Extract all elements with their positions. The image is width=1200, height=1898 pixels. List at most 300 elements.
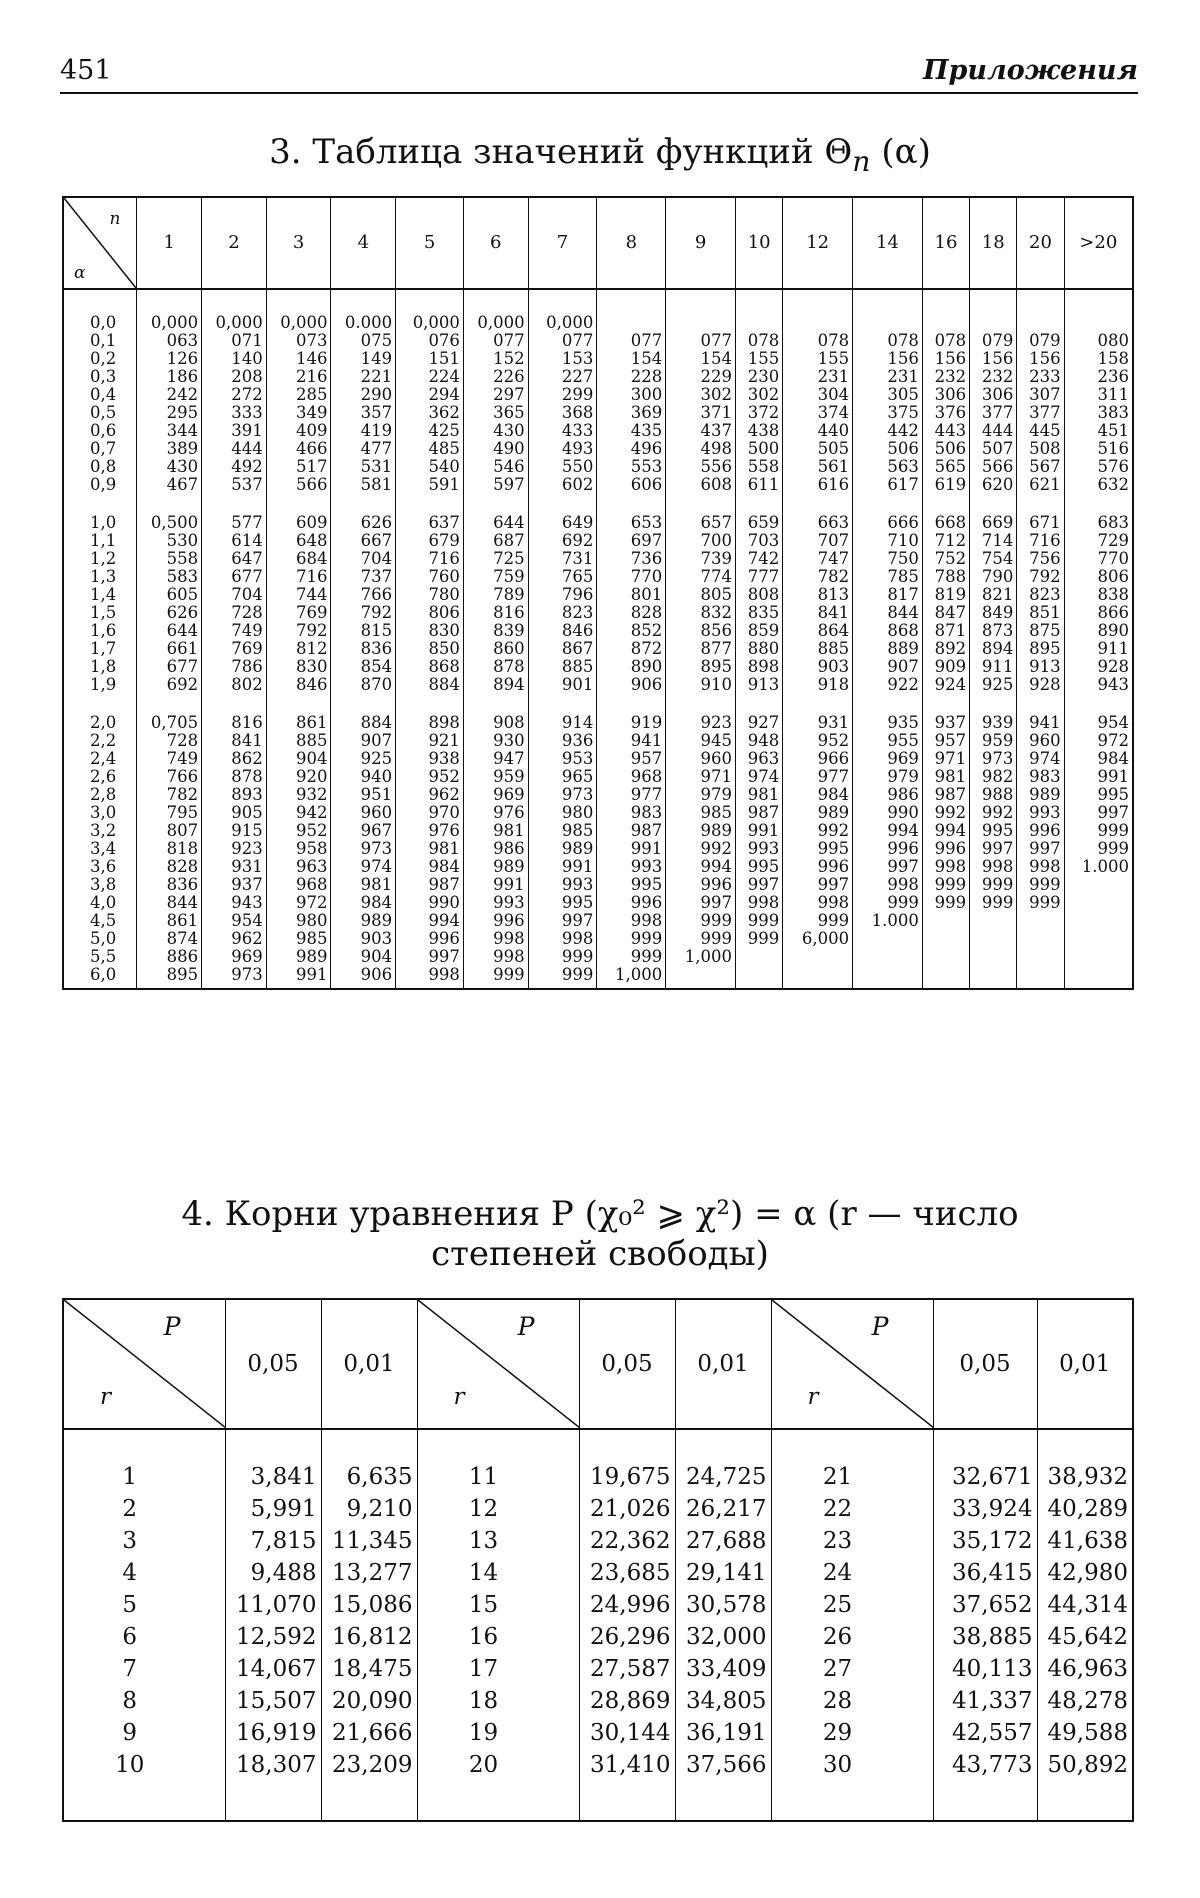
table-cell: 26,217 <box>675 1493 771 1525</box>
column-header: 7 <box>528 197 597 289</box>
table-cell: 997 <box>396 948 464 966</box>
table-row <box>63 840 1133 858</box>
table-cell: 344 <box>137 422 202 440</box>
table-cell: 919 <box>597 694 666 732</box>
table-cell: 908 <box>463 694 528 732</box>
row-label: 1 <box>122 1464 138 1490</box>
table-cell: 832 <box>666 604 736 622</box>
table-cell: 996 <box>396 930 464 948</box>
row-label: 11 <box>417 1429 579 1493</box>
row-label: 18 <box>417 1685 579 1717</box>
table-cell: 938 <box>396 750 464 768</box>
table-cell: 27,688 <box>675 1525 771 1557</box>
table-cell: 991 <box>597 840 666 858</box>
table-cell: 999 <box>970 894 1017 912</box>
table-cell: 943 <box>1064 676 1133 694</box>
table-cell <box>853 948 923 966</box>
table-cell: 999 <box>922 876 969 894</box>
table-cell: 149 <box>331 350 396 368</box>
table-cell <box>922 966 969 989</box>
table-cell: 311 <box>1064 386 1133 404</box>
row-label: 4,5 <box>90 912 117 930</box>
table-cell: 430 <box>137 458 202 476</box>
table-cell: 996 <box>666 876 736 894</box>
table-row <box>63 458 1133 476</box>
table-cell: 844 <box>853 604 923 622</box>
column-header: 2 <box>202 197 267 289</box>
table-cell: 931 <box>202 858 267 876</box>
table-cell: 816 <box>202 694 267 732</box>
row-label: 8 <box>122 1688 138 1714</box>
table-cell: 0,000 <box>463 289 528 332</box>
table-cell: 077 <box>597 332 666 350</box>
table-cell: 644 <box>463 494 528 532</box>
table-cell: 33,409 <box>675 1653 771 1685</box>
table-cell: 959 <box>463 768 528 786</box>
table-cell: 221 <box>331 368 396 386</box>
table-cell: 466 <box>266 440 331 458</box>
table-cell: 989 <box>783 804 853 822</box>
row-label: 1,7 <box>90 640 117 658</box>
table-cell: 561 <box>783 458 853 476</box>
table-cell: 577 <box>202 494 267 532</box>
table-row <box>63 532 1133 550</box>
table-cell: 999 <box>736 930 783 948</box>
table-cell: 229 <box>666 368 736 386</box>
table-row <box>63 822 1133 840</box>
table-cell <box>970 289 1017 332</box>
table-cell: 19,675 <box>579 1429 675 1493</box>
table-cell: 851 <box>1017 604 1064 622</box>
table-cell: 924 <box>922 676 969 694</box>
table-cell: 878 <box>202 768 267 786</box>
table-cell: 649 <box>528 494 597 532</box>
table-cell: 20,090 <box>321 1685 417 1717</box>
table-cell: 923 <box>202 840 267 858</box>
table-cell: 729 <box>1064 532 1133 550</box>
row-label: 9 <box>122 1720 138 1746</box>
table-cell: 224 <box>396 368 464 386</box>
table-cell: 947 <box>463 750 528 768</box>
table-cell: 914 <box>528 694 597 732</box>
table-row <box>63 912 1133 930</box>
table-cell: 993 <box>597 858 666 876</box>
table-cell: 078 <box>922 332 969 350</box>
table-cell: 981 <box>736 786 783 804</box>
table-cell: 969 <box>202 948 267 966</box>
table-cell: 997 <box>1017 840 1064 858</box>
table-cell: 38,885 <box>933 1621 1037 1653</box>
table-cell: 815 <box>331 622 396 640</box>
table-cell: 990 <box>853 804 923 822</box>
table-cell <box>970 912 1017 930</box>
table-cell: 156 <box>970 350 1017 368</box>
table-cell: 903 <box>783 658 853 676</box>
table-cell: 728 <box>202 604 267 622</box>
table-cell: 712 <box>922 532 969 550</box>
table-cell: 998 <box>463 948 528 966</box>
table-row <box>63 494 1133 532</box>
table-cell: 989 <box>528 840 597 858</box>
table-cell: 839 <box>463 622 528 640</box>
table-cell: 760 <box>396 568 464 586</box>
table-cell: 979 <box>666 786 736 804</box>
table-cell: 821 <box>970 586 1017 604</box>
corner-header <box>63 1299 225 1429</box>
corner-header <box>63 197 137 289</box>
table-cell: 999 <box>736 912 783 930</box>
table-cell: 861 <box>137 912 202 930</box>
table-cell: 788 <box>922 568 969 586</box>
table-cell: 304 <box>783 386 853 404</box>
table-cell: 728 <box>137 732 202 750</box>
table-cell: 971 <box>922 750 969 768</box>
table-cell: 493 <box>528 440 597 458</box>
table-cell: 377 <box>970 404 1017 422</box>
table-cell: 841 <box>783 604 853 622</box>
table-cell: 126 <box>137 350 202 368</box>
row-var-label: r <box>453 1384 465 1410</box>
table-cell: 37,566 <box>675 1749 771 1821</box>
table-cell: 905 <box>202 804 267 822</box>
table-cell <box>1017 289 1064 332</box>
row-label: 1,1 <box>90 532 117 550</box>
table-row <box>63 1525 1133 1557</box>
table-cell: 32,671 <box>933 1429 1037 1493</box>
table-cell: 637 <box>396 494 464 532</box>
table-cell: 982 <box>970 768 1017 786</box>
table-cell: 591 <box>396 476 464 494</box>
table-cell: 49,588 <box>1037 1717 1133 1749</box>
table-cell: 063 <box>137 332 202 350</box>
table-cell: 991 <box>528 858 597 876</box>
col-var-label: P <box>871 1312 889 1341</box>
table-row <box>63 1429 1133 1493</box>
table-cell: 605 <box>137 586 202 604</box>
table-cell: 962 <box>202 930 267 948</box>
table-cell: 765 <box>528 568 597 586</box>
table-cell: 996 <box>922 840 969 858</box>
table-cell: 951 <box>331 786 396 804</box>
table-cell: 075 <box>331 332 396 350</box>
table-cell: 677 <box>202 568 267 586</box>
table-cell: 302 <box>736 386 783 404</box>
table-cell: 16,812 <box>321 1621 417 1653</box>
table-cell: 496 <box>597 440 666 458</box>
table-cell: 866 <box>1064 604 1133 622</box>
table-cell: 999 <box>1017 876 1064 894</box>
table-cell: 806 <box>396 604 464 622</box>
table-cell: 567 <box>1017 458 1064 476</box>
column-header: 5 <box>396 197 464 289</box>
table-cell: 846 <box>528 622 597 640</box>
table-cell: 5,991 <box>225 1493 321 1525</box>
table-cell: 886 <box>137 948 202 966</box>
table-cell: 703 <box>736 532 783 550</box>
table-cell: 890 <box>597 658 666 676</box>
table-cell: 140 <box>202 350 267 368</box>
table-cell: 969 <box>463 786 528 804</box>
table-cell: 6,635 <box>321 1429 417 1493</box>
table-cell: 998 <box>1017 858 1064 876</box>
table-cell: 841 <box>202 732 267 750</box>
table-cell <box>736 948 783 966</box>
table-cell: 208 <box>202 368 267 386</box>
table-cell <box>1064 966 1133 989</box>
table-cell: 898 <box>396 694 464 732</box>
table-cell <box>1064 930 1133 948</box>
table-cell: 995 <box>1064 786 1133 804</box>
row-label: 5,5 <box>90 948 117 966</box>
table-cell: 867 <box>528 640 597 658</box>
table-cell: 485 <box>396 440 464 458</box>
table-cell: 969 <box>853 750 923 768</box>
table-cell: 999 <box>597 948 666 966</box>
row-label: 3,4 <box>90 840 117 858</box>
table-cell: 996 <box>853 840 923 858</box>
table-row <box>63 422 1133 440</box>
table-cell: 668 <box>922 494 969 532</box>
table-cell: 16,919 <box>225 1717 321 1749</box>
table-cell: 1.000 <box>853 912 923 930</box>
row-label: 30 <box>771 1749 933 1821</box>
table-cell: 242 <box>137 386 202 404</box>
table-cell: 26,296 <box>579 1621 675 1653</box>
table-cell: 444 <box>970 422 1017 440</box>
table-cell: 880 <box>736 640 783 658</box>
table-cell: 904 <box>331 948 396 966</box>
table-cell: 875 <box>1017 622 1064 640</box>
column-header: 0,05 <box>933 1299 1037 1429</box>
table-cell: 895 <box>1017 640 1064 658</box>
table-cell: 704 <box>331 550 396 568</box>
table-cell: 941 <box>1017 694 1064 732</box>
column-header: 9 <box>666 197 736 289</box>
table-cell: 968 <box>597 768 666 786</box>
table-cell: 835 <box>736 604 783 622</box>
table-cell: 930 <box>463 732 528 750</box>
table-row <box>63 1717 1133 1749</box>
table-cell: 989 <box>1017 786 1064 804</box>
row-label: 0,6 <box>90 422 117 440</box>
row-label: 13 <box>417 1525 579 1557</box>
table-cell: 684 <box>266 550 331 568</box>
corner-header <box>417 1299 579 1429</box>
table4-title <box>0 1194 1200 1274</box>
table-cell: 796 <box>528 586 597 604</box>
table-cell: 626 <box>137 604 202 622</box>
table-row <box>63 640 1133 658</box>
table-cell: 977 <box>783 768 853 786</box>
table-cell: 994 <box>666 858 736 876</box>
table-cell: 15,507 <box>225 1685 321 1717</box>
table-cell: 11,070 <box>225 1589 321 1621</box>
table-cell: 999 <box>1064 840 1133 858</box>
table-cell: 792 <box>1017 568 1064 586</box>
table-cell: 925 <box>970 676 1017 694</box>
table-cell: 872 <box>597 640 666 658</box>
table-row <box>63 568 1133 586</box>
column-header: 4 <box>331 197 396 289</box>
table-cell: 995 <box>970 822 1017 840</box>
table-row <box>63 350 1133 368</box>
table-cell: 995 <box>528 894 597 912</box>
table-cell: 981 <box>396 840 464 858</box>
table-cell: 974 <box>1017 750 1064 768</box>
table-cell: 3,841 <box>225 1429 321 1493</box>
table-cell: 974 <box>736 768 783 786</box>
table-cell: 35,172 <box>933 1525 1037 1557</box>
section-title: Приложения <box>922 55 1138 86</box>
table-cell: 999 <box>970 876 1017 894</box>
table-cell: 992 <box>666 840 736 858</box>
table-row <box>63 368 1133 386</box>
table-cell: 653 <box>597 494 666 532</box>
table-row <box>63 804 1133 822</box>
table-cell: 953 <box>528 750 597 768</box>
column-header: 8 <box>597 197 666 289</box>
row-label: 3,6 <box>90 858 117 876</box>
row-label: 24 <box>771 1557 933 1589</box>
table-cell: 844 <box>137 894 202 912</box>
table-cell: 968 <box>266 876 331 894</box>
table-cell: 984 <box>1064 750 1133 768</box>
table-cell <box>853 966 923 989</box>
table-cell: 884 <box>331 694 396 732</box>
table-cell: 21,666 <box>321 1717 417 1749</box>
table-cell: 998 <box>528 930 597 948</box>
table-cell: 154 <box>597 350 666 368</box>
table-cell: 445 <box>1017 422 1064 440</box>
table4-title-line1: 4. Корни уравнения P (χ₀² ⩾ χ²) = α (r — число <box>181 1194 1019 1234</box>
table-cell: 42,557 <box>933 1717 1037 1749</box>
table-cell: 861 <box>266 694 331 732</box>
table-cell: 716 <box>266 568 331 586</box>
table-cell: 992 <box>922 804 969 822</box>
table-cell: 36,191 <box>675 1717 771 1749</box>
table-cell <box>1064 894 1133 912</box>
table-cell: 852 <box>597 622 666 640</box>
table-cell: 531 <box>331 458 396 476</box>
table-row <box>63 386 1133 404</box>
table-cell: 508 <box>1017 440 1064 458</box>
row-label: 1,3 <box>90 568 117 586</box>
table-cell: 997 <box>736 876 783 894</box>
table-cell: 155 <box>783 350 853 368</box>
table-cell: 707 <box>783 532 853 550</box>
table-cell: 368 <box>528 404 597 422</box>
table-cell: 537 <box>202 476 267 494</box>
table-cell: 756 <box>1017 550 1064 568</box>
table-cell: 895 <box>137 966 202 989</box>
table-cell: 999 <box>597 930 666 948</box>
table-cell: 936 <box>528 732 597 750</box>
table-cell: 999 <box>528 966 597 989</box>
table-cell: 226 <box>463 368 528 386</box>
table-cell: 626 <box>331 494 396 532</box>
page-number: 451 <box>60 55 112 86</box>
table-cell <box>853 289 923 332</box>
table-cell: 973 <box>970 750 1017 768</box>
row-label: 2,0 <box>90 713 117 732</box>
table-cell: 506 <box>922 440 969 458</box>
table-cell: 990 <box>396 894 464 912</box>
table-cell: 365 <box>463 404 528 422</box>
table-cell: 983 <box>1017 768 1064 786</box>
table-cell: 540 <box>396 458 464 476</box>
table-cell: 999 <box>463 966 528 989</box>
table-cell: 725 <box>463 550 528 568</box>
table-row <box>63 1589 1133 1621</box>
table-row <box>63 404 1133 422</box>
table-cell: 955 <box>853 732 923 750</box>
table-cell: 774 <box>666 568 736 586</box>
table-cell: 444 <box>202 440 267 458</box>
table-row <box>63 732 1133 750</box>
table-cell: 742 <box>736 550 783 568</box>
table-cell <box>1064 912 1133 930</box>
column-header: 0,05 <box>225 1299 321 1429</box>
table-cell: 789 <box>463 586 528 604</box>
row-label: 0,1 <box>90 332 117 350</box>
table-cell: 957 <box>922 732 969 750</box>
table-cell: 818 <box>137 840 202 858</box>
row-label: 0,5 <box>90 404 117 422</box>
row-label: 2,2 <box>90 732 117 750</box>
table-cell: 744 <box>266 586 331 604</box>
table-cell: 151 <box>396 350 464 368</box>
table-cell: 558 <box>736 458 783 476</box>
table-cell: 0,000 <box>528 289 597 332</box>
table-cell: 927 <box>736 694 783 732</box>
table-cell: 991 <box>463 876 528 894</box>
table-cell: 661 <box>137 640 202 658</box>
table-cell: 977 <box>597 786 666 804</box>
table-cell: 957 <box>597 750 666 768</box>
table4-title-line2: степеней свободы) <box>431 1234 769 1274</box>
table-cell: 959 <box>970 732 1017 750</box>
table-row <box>63 694 1133 732</box>
table-cell: 663 <box>783 494 853 532</box>
table-cell: 377 <box>1017 404 1064 422</box>
table-cell: 080 <box>1064 332 1133 350</box>
table-cell: 860 <box>463 640 528 658</box>
table-cell: 375 <box>853 404 923 422</box>
table-cell: 611 <box>736 476 783 494</box>
table-cell <box>922 948 969 966</box>
table-cell: 856 <box>666 622 736 640</box>
table-cell: 973 <box>331 840 396 858</box>
table-cell: 597 <box>463 476 528 494</box>
row-label: 0,3 <box>90 368 117 386</box>
table-cell: 30,578 <box>675 1589 771 1621</box>
table-cell: 294 <box>396 386 464 404</box>
table-cell: 960 <box>331 804 396 822</box>
table-cell: 910 <box>666 676 736 694</box>
table-cell: 442 <box>853 422 923 440</box>
table-cell: 078 <box>736 332 783 350</box>
table-cell: 987 <box>396 876 464 894</box>
row-label: 23 <box>771 1525 933 1557</box>
row-label: 19 <box>417 1717 579 1749</box>
table-cell: 156 <box>853 350 923 368</box>
table-cell: 996 <box>1017 822 1064 840</box>
table-cell: 991 <box>736 822 783 840</box>
table-cell <box>1064 948 1133 966</box>
table-cell: 770 <box>1064 550 1133 568</box>
table-cell: 999 <box>1017 894 1064 912</box>
table-cell: 901 <box>528 676 597 694</box>
